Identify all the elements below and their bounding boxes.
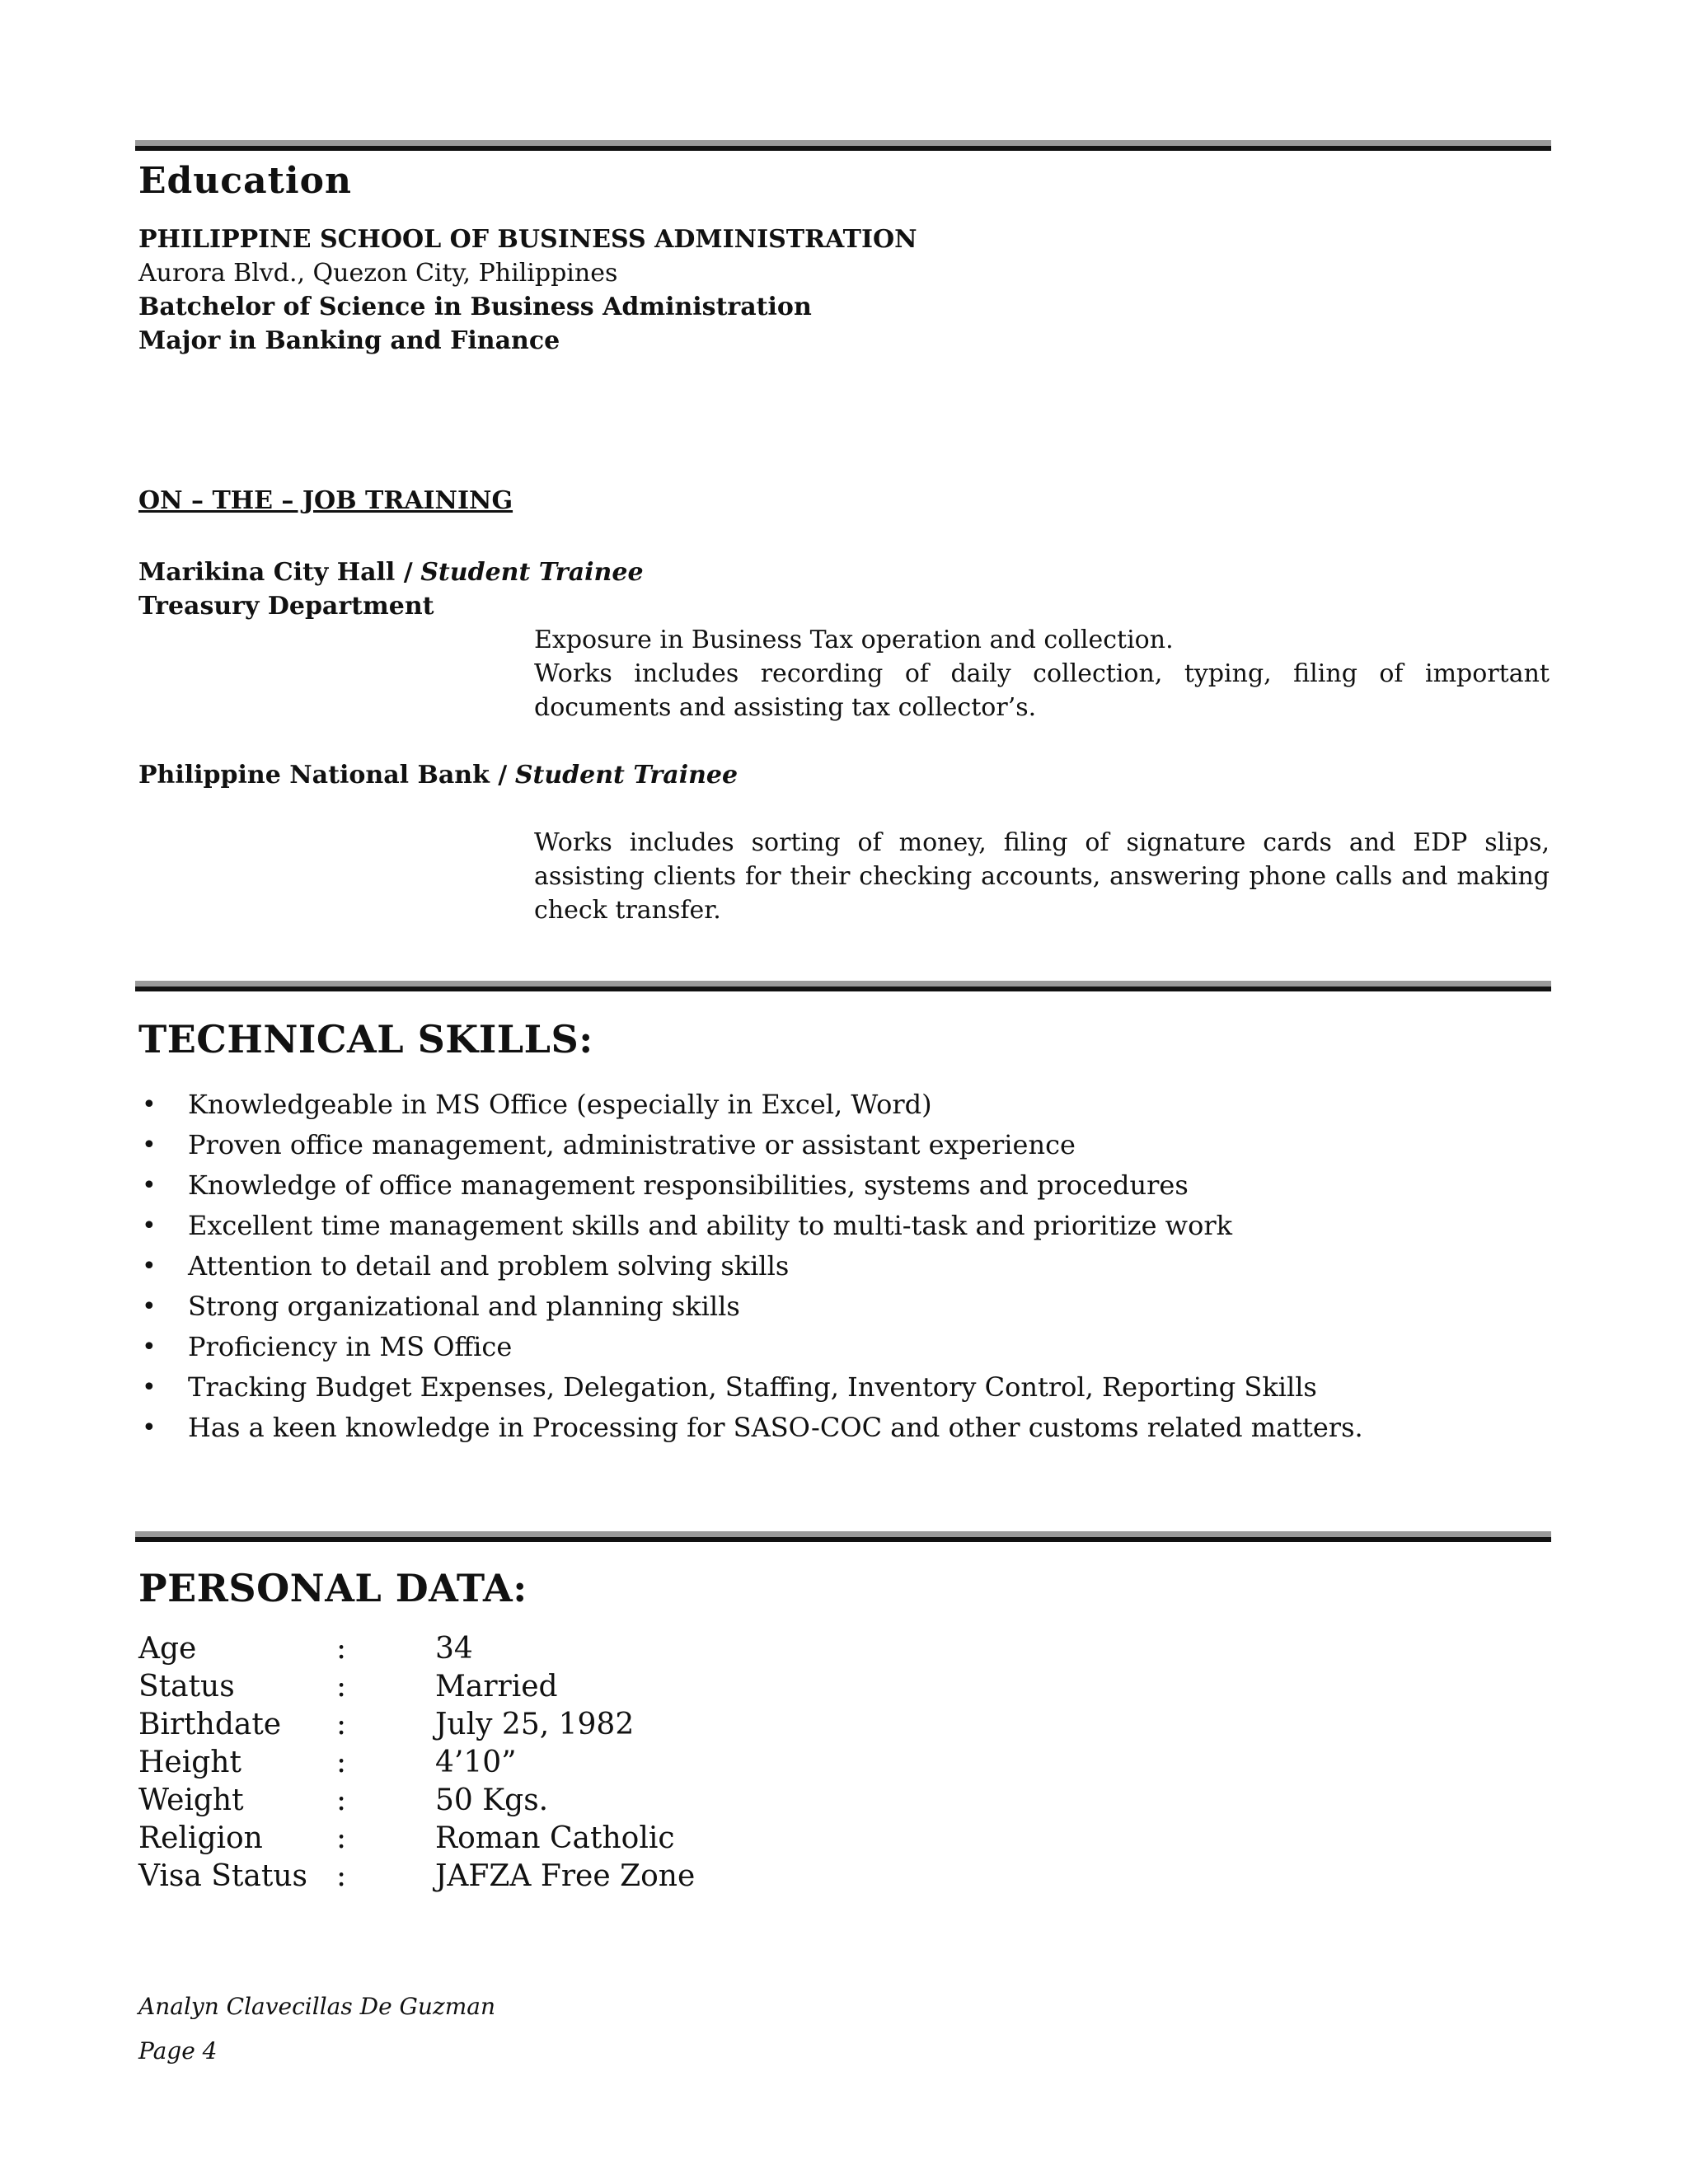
list-item (138, 1125, 1363, 1165)
bullet-icon: • (142, 1252, 157, 1281)
field-value: 4’10” (435, 1746, 517, 1779)
bullet-icon: • (142, 1373, 157, 1402)
skill-text: Strong organizational and planning skills (188, 1291, 740, 1322)
section-divider (135, 981, 1551, 992)
ojt-heading: ON – THE – JOB TRAINING (138, 486, 513, 515)
personal-data-heading: PERSONAL DATA: (138, 1566, 528, 1610)
section-divider (135, 140, 1551, 152)
field-separator: : (336, 1708, 347, 1741)
bullet-icon: • (142, 1333, 157, 1361)
major: Major in Banking and Finance (138, 326, 560, 355)
skill-text: Knowledge of office management responsibilities, systems and procedures (188, 1169, 1189, 1201)
skill-text: Proficiency in MS Office (188, 1331, 513, 1362)
skill-text: Tracking Budget Expenses, Delegation, Staffing, Inventory Control, Reporting Skills (188, 1371, 1317, 1403)
field-separator: : (336, 1783, 347, 1817)
field-label: Religion (138, 1821, 263, 1855)
bullet-icon: • (142, 1212, 157, 1240)
technical-skills-heading: TECHNICAL SKILLS: (138, 1017, 593, 1062)
list-item (138, 1085, 1363, 1125)
ojt-entry-1-header (138, 555, 644, 623)
section-divider (135, 1531, 1551, 1543)
skill-text: Proven office management, administrative or assistant experience (188, 1129, 1076, 1160)
field-separator: : (336, 1821, 347, 1855)
field-label: Height (138, 1746, 241, 1779)
field-separator: : (336, 1746, 347, 1779)
bullet-icon: • (142, 1090, 157, 1119)
ojt-entry-1-description (534, 623, 1550, 724)
bullet-icon: • (142, 1131, 157, 1160)
ojt-entry-2-description (534, 826, 1550, 927)
field-label: Birthdate (138, 1708, 282, 1741)
field-label: Visa Status (138, 1859, 307, 1893)
footer-page-number: Page 4 (138, 2037, 218, 2064)
department-name: Treasury Department (138, 592, 434, 621)
field-value: Roman Catholic (435, 1821, 675, 1855)
field-separator: : (336, 1670, 347, 1704)
field-value: July 25, 1982 (435, 1708, 635, 1741)
skill-text: Has a keen knowledge in Processing for SASO-COC and other customs related matters. (188, 1412, 1363, 1443)
description-line: Exposure in Business Tax operation and collection. (534, 626, 1174, 654)
footer-name: Analyn Clavecillas De Guzman (138, 1993, 495, 2020)
trainee-role: Student Trainee (514, 761, 738, 790)
list-item (138, 1286, 1363, 1327)
school-address: Aurora Blvd., Quezon City, Philippines (138, 259, 618, 288)
field-separator: : (336, 1632, 347, 1666)
education-heading: Education (138, 160, 352, 202)
school-name: PHILIPPINE SCHOOL OF BUSINESS ADMINISTRATION (138, 225, 917, 254)
degree: Batchelor of Science in Business Administration (138, 293, 812, 321)
list-item (138, 1246, 1363, 1286)
bullet-icon: • (142, 1413, 157, 1442)
skill-text: Knowledgeable in MS Office (especially in Excel, Word) (188, 1089, 932, 1120)
description-line: Works includes recording of daily collection, typing, filing of important documents and assisting tax collector’s. (534, 659, 1550, 722)
skill-text: Attention to detail and problem solving skills (188, 1250, 790, 1282)
ojt-entry-2-header (138, 758, 738, 792)
field-label: Weight (138, 1783, 244, 1817)
field-value: JAFZA Free Zone (435, 1859, 696, 1893)
education-block (138, 223, 917, 358)
employer-name: Marikina City Hall / (138, 558, 413, 587)
field-value: Married (435, 1670, 558, 1704)
skills-list (138, 1085, 1363, 1448)
field-label: Status (138, 1670, 235, 1704)
bullet-icon: • (142, 1171, 157, 1200)
description-line: Works includes sorting of money, filing of signature cards and EDP slips, assisting clients for their checking accounts, answering phone calls and making check transfer. (534, 828, 1550, 925)
field-value: 34 (435, 1632, 473, 1666)
trainee-role: Student Trainee (420, 558, 644, 587)
list-item (138, 1206, 1363, 1246)
bullet-icon: • (142, 1292, 157, 1321)
list-item (138, 1327, 1363, 1367)
employer-name: Philippine National Bank / (138, 761, 508, 790)
skill-text: Excellent time management skills and ability to multi-task and prioritize work (188, 1210, 1233, 1241)
field-separator: : (336, 1859, 347, 1893)
list-item (138, 1408, 1363, 1448)
field-label: Age (138, 1632, 197, 1666)
field-value: 50 Kgs. (435, 1783, 549, 1817)
list-item (138, 1367, 1363, 1408)
list-item (138, 1165, 1363, 1206)
